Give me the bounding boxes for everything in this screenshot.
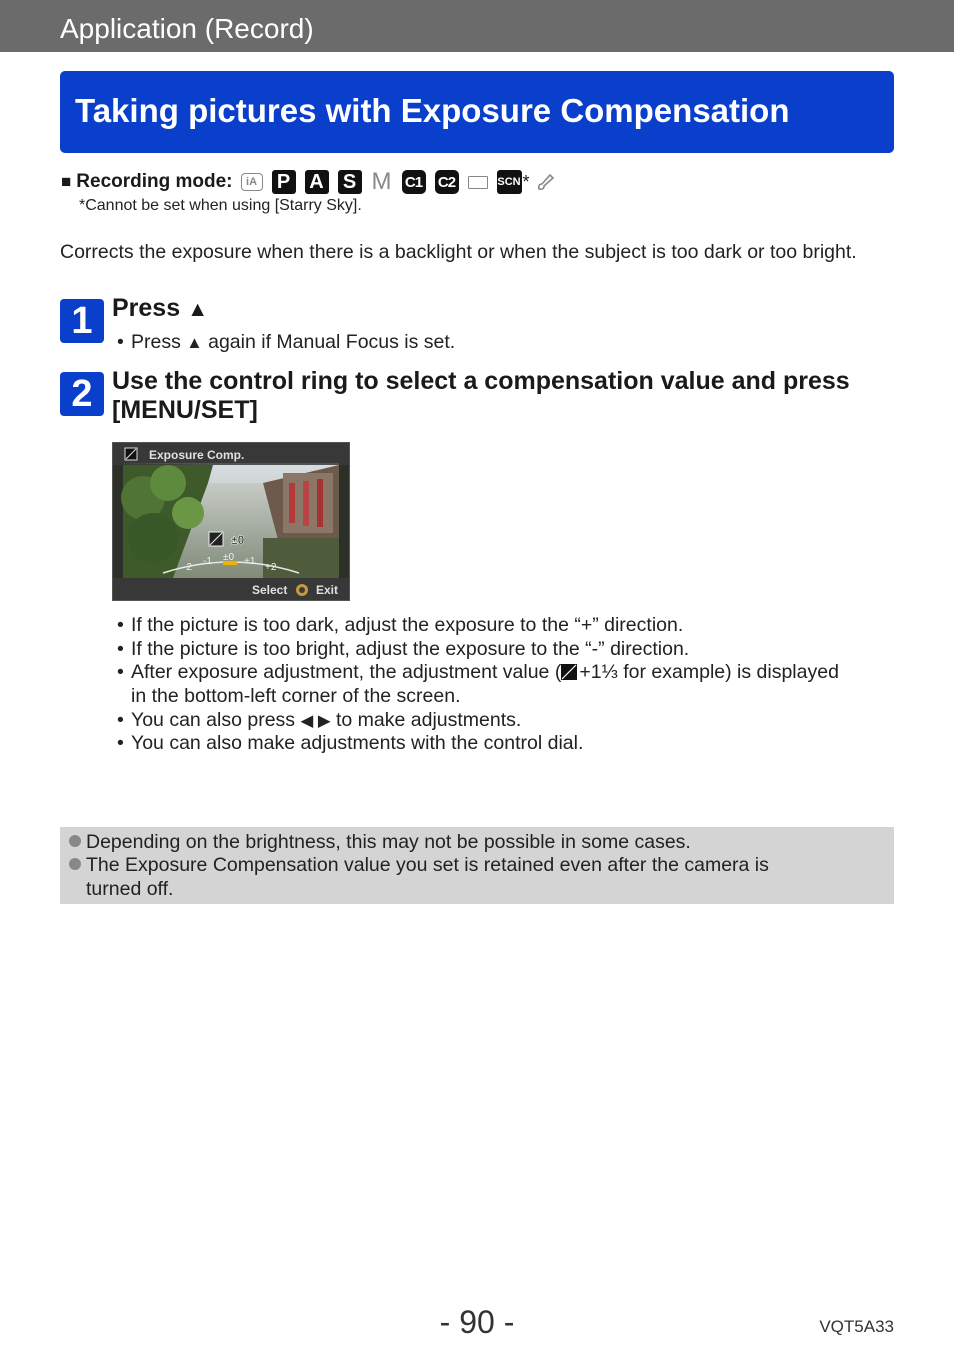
step-1-badge: 1 (60, 299, 104, 343)
page-title-box (60, 71, 894, 153)
exposure-comp-screen (112, 442, 350, 601)
step-1-heading (112, 294, 208, 324)
step-2-heading: Use the control ring to select a compensation value and press [MENU/SET] (112, 367, 850, 424)
page-number: - 90 - (439, 1304, 515, 1340)
scale-label-minus-1: -1 (203, 556, 212, 567)
note-2 (69, 854, 769, 877)
bullet-circle-icon (69, 835, 81, 847)
screen-exit-label: Exit (316, 583, 339, 597)
note-1 (69, 831, 691, 854)
step-1-heading-text: Press (112, 294, 181, 322)
recording-mode-row (61, 168, 565, 196)
note-2-text: The Exposure Compensation value you set is retained even after the camera is (86, 854, 769, 876)
step-2-bullet-5-text: You can also make adjustments with the control dial. (131, 732, 584, 754)
scale-label-plus-2: +2 (265, 562, 277, 573)
step-2-bullet-1-text: If the picture is too dark, adjust the exposure to the “+” direction. (131, 614, 684, 636)
document-code: VQT5A33 (819, 1317, 894, 1336)
scale-label-plus-1: +1 (244, 556, 256, 567)
intro-text: Corrects the exposure when there is a backlight or when the subject is too dark or too bright. (60, 241, 857, 263)
note-1-text: Depending on the brightness, this may not be possible in some cases. (86, 831, 691, 853)
step-1-bullet-before: Press (131, 331, 181, 353)
step-2-bullet-1: • If the picture is too dark, adjust the exposure to the “+” direction. (117, 614, 684, 636)
scale-label-zero: ±0 (223, 552, 235, 563)
recording-mode-label: Recording mode: (76, 171, 233, 192)
step-2-bullet-3-line2: in the bottom-left corner of the screen. (131, 685, 461, 707)
section-header-bar (0, 0, 954, 52)
page-title: Taking pictures with Exposure Compensation (75, 92, 790, 129)
intelligent-auto-mode-icon: iA (241, 173, 263, 191)
step-2-bullet-2: • If the picture is too bright, adjust the exposure to the “-” direction. (117, 638, 690, 660)
up-arrow-icon: ▲ (186, 333, 203, 352)
step-2-bullet-3: • After exposure adjustment, the adjustment value ( +1⅓ for example) is displayed (117, 661, 839, 683)
step-2-bullet-3-example: +1⅓ (579, 661, 618, 683)
step-2-bullet-5: • You can also make adjustments with the control dial. (117, 732, 584, 754)
scene-mode-asterisk: * (522, 171, 530, 192)
scene-mode-icon: SCN (497, 170, 522, 194)
step-2-bullet-4-after: to make adjustments. (335, 709, 522, 731)
screen-select-label: Select (252, 583, 288, 597)
screen-exposure-value: ±0 (231, 533, 245, 547)
shutter-priority-mode-icon: S (338, 170, 362, 194)
notes-box (60, 827, 894, 904)
step-2-bullet-3-before: After exposure adjustment, the adjustment value ( (131, 661, 562, 683)
step-2-bullet-4-before: You can also press (131, 709, 296, 731)
left-right-arrow-icons: ◀ ▶ (300, 711, 331, 730)
step-2-bullet-2-text: If the picture is too bright, adjust the exposure to the “-” direction. (131, 638, 690, 660)
step-1-bullet: • Press ▲ again if Manual Focus is set. (117, 331, 456, 353)
panorama-mode-icon (468, 176, 488, 189)
recording-mode-footnote: *Cannot be set when using [Starry Sky]. (79, 197, 362, 214)
step-2-bullet-4: • You can also press ◀ ▶ to make adjustments. (117, 709, 522, 731)
step-2-badge: 2 (60, 372, 104, 416)
square-bullet-icon: ■ (61, 172, 72, 191)
step-2-bullet-3-after: for example) is displayed (617, 661, 839, 683)
bullet-circle-icon (69, 858, 81, 870)
aperture-priority-mode-icon: A (305, 170, 329, 194)
exposure-compensation-icon (561, 664, 577, 680)
manual-mode-icon: M (371, 168, 392, 195)
camera-screen-image (113, 443, 349, 600)
step-1-bullet-after: again if Manual Focus is set. (208, 331, 456, 353)
program-mode-icon: P (272, 170, 296, 194)
up-arrow-icon: ▲ (187, 297, 209, 321)
note-2-continued: turned off. (86, 878, 174, 900)
screen-title: Exposure Comp. (149, 448, 245, 462)
custom-1-mode-icon: C1 (402, 170, 426, 194)
scale-label-minus-2: -2 (183, 562, 192, 573)
custom-2-mode-icon: C2 (435, 170, 459, 194)
section-title: Application (Record) (60, 13, 314, 44)
creative-control-mode-icon (536, 171, 556, 193)
